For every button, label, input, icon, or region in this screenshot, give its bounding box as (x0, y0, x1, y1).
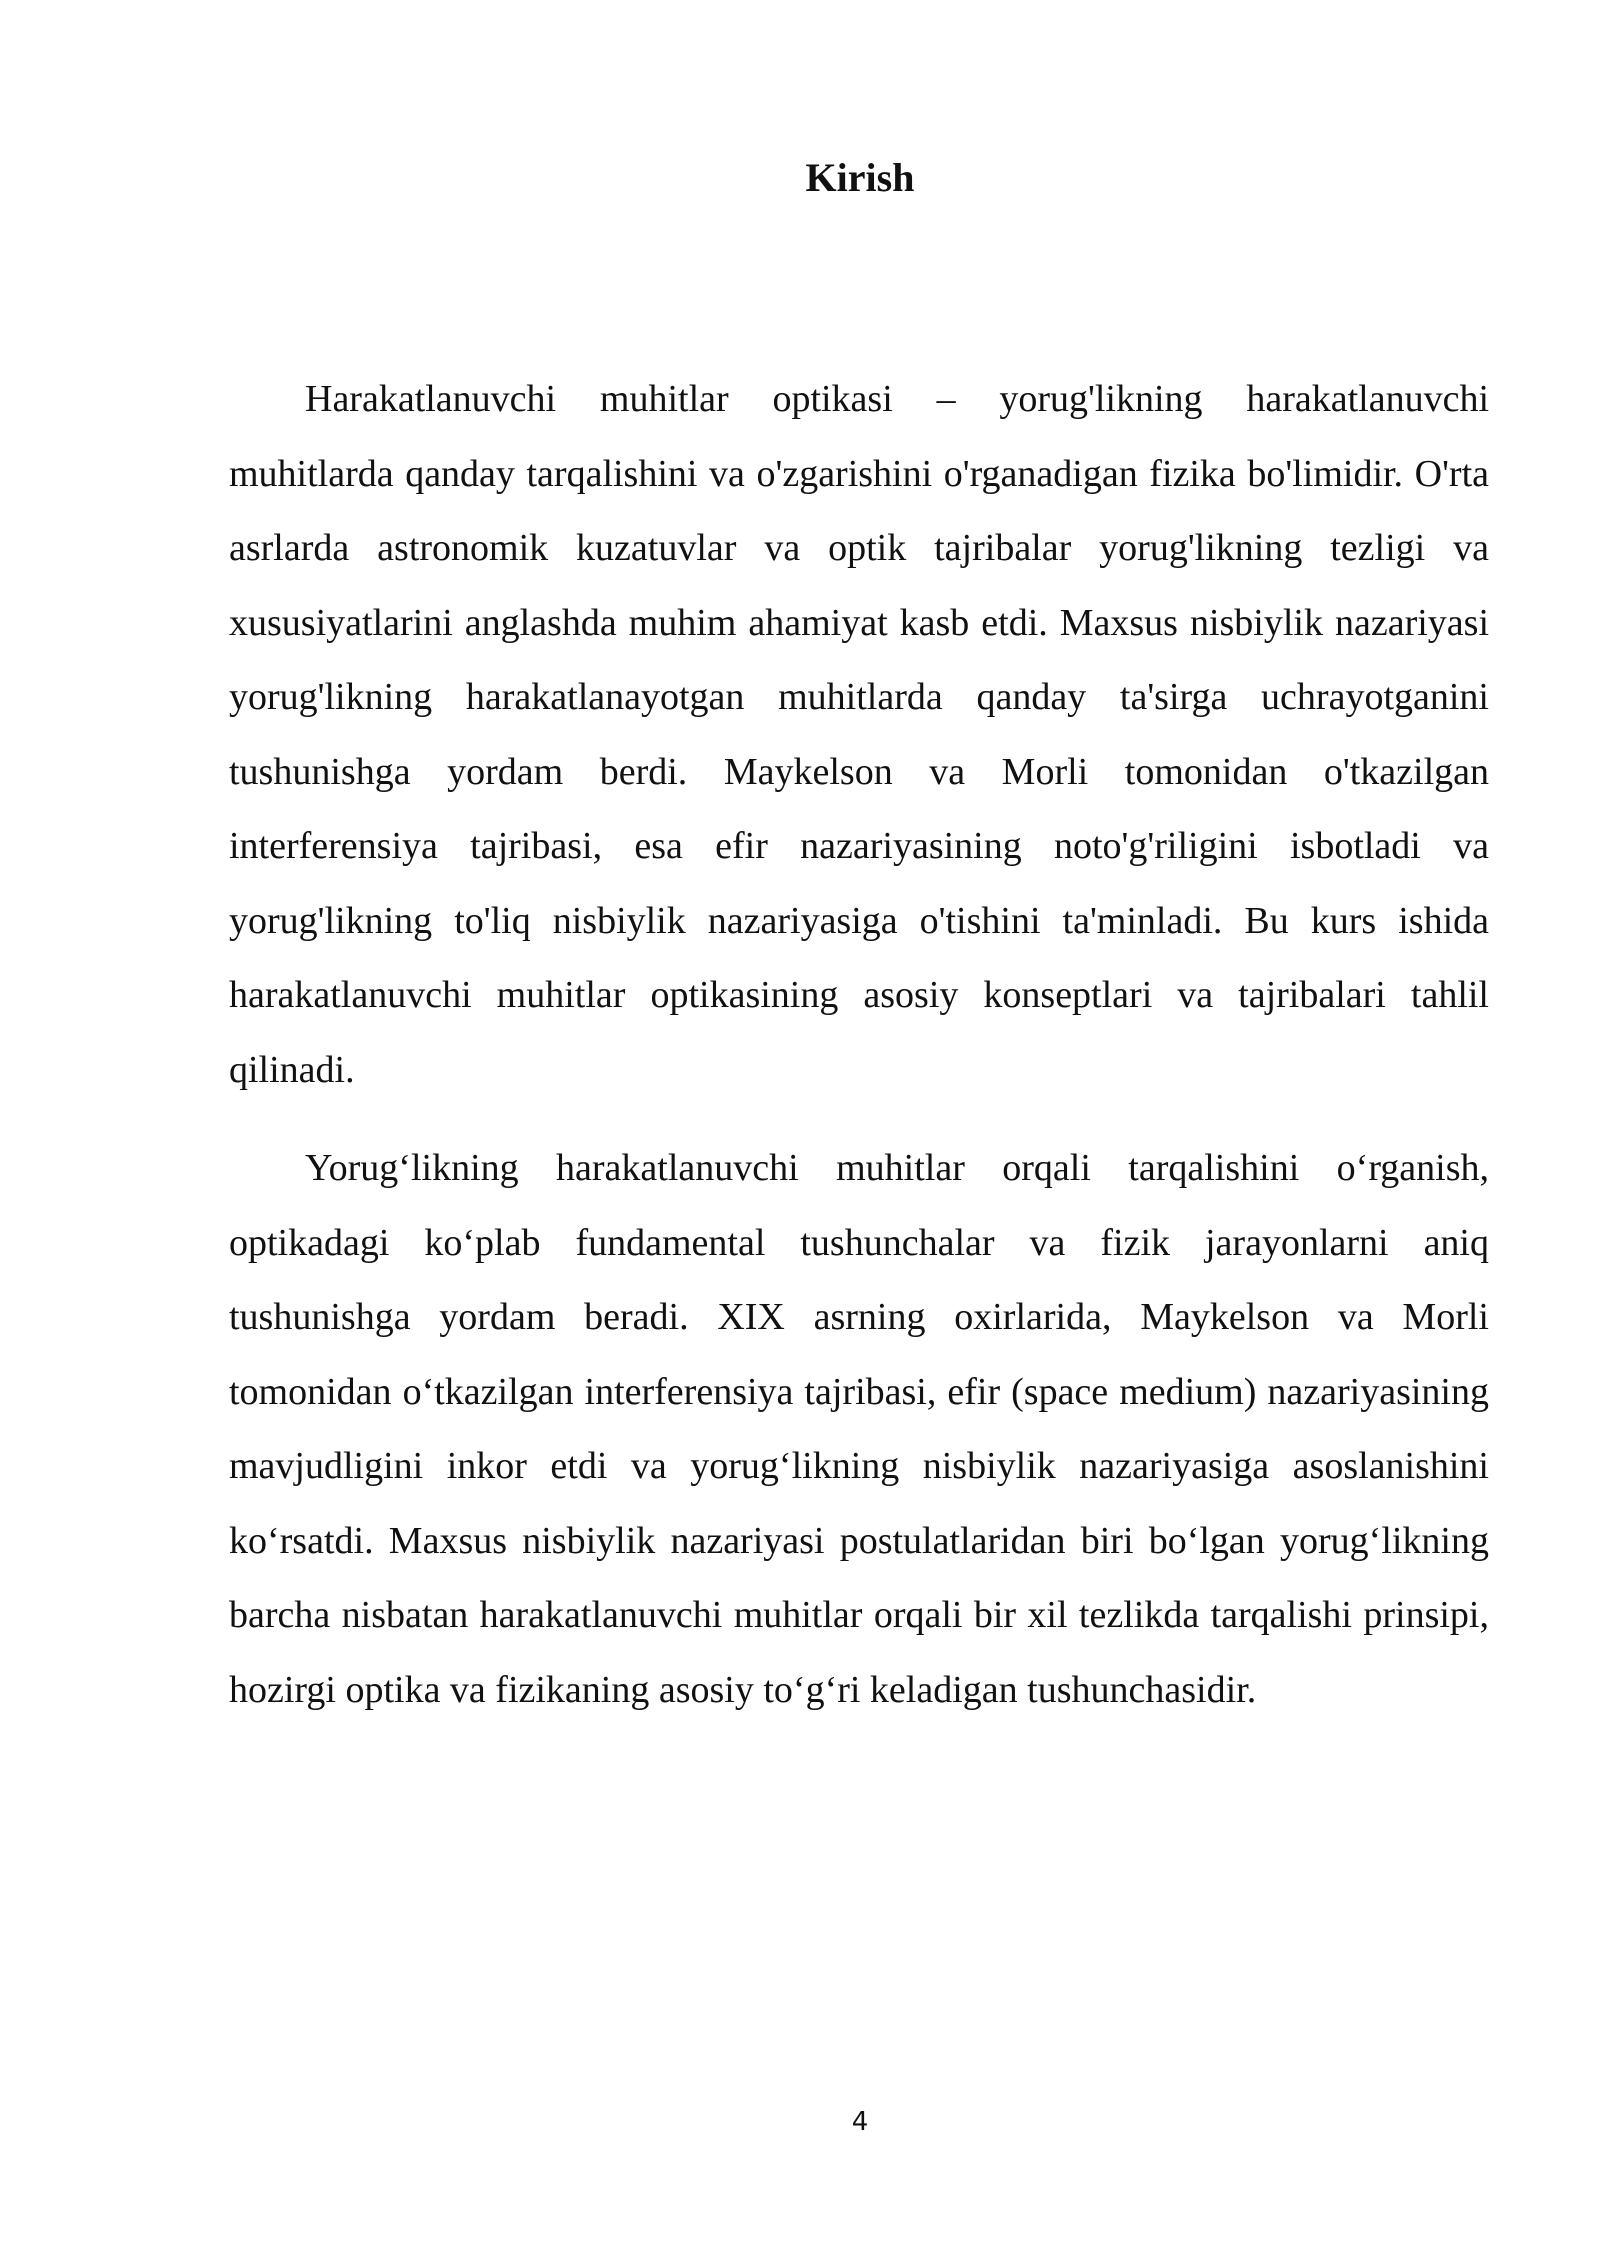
paragraph-1: Harakatlanuvchi muhitlar optikasi – yorug'likning harakatlanuvchi muhitlarda qanday tarqalishini va o'zgarishini o'rganadigan fizika bo'limidir. O'rta asrlarda astronomik kuzatuvlar va optik tajribalar yorug'likning tezligi va xususiyatlarini anglashda muhim ahamiyat kasb etdi. Maxsus nisbiylik nazariyasi yorug'likning harakatlanayotgan muhitlarda qanday ta'sirga uchrayotganini tushunishga yordam berdi. Maykelson va Morli tomonidan o'tkazilgan interferensiya tajribasi, esa efir nazariyasining noto'g'riligini isbotladi va yorug'likning to'liq nisbiylik nazariyasiga o'tishini ta'minladi. Bu kurs ishida harakatlanuvchi muhitlar optikasining asosiy konseptlari va tajribalari tahlil qilinadi. (229, 378, 1489, 1091)
page-title: Kirish (805, 155, 915, 200)
page-number: 4 (851, 2107, 869, 2137)
document-body (229, 362, 1489, 1751)
paragraph-2: Yorug‘likning harakatlanuvchi muhitlar orqali tarqalishini o‘rganish, optikadagi ko‘plab fundamental tushunchalar va fizik jarayonlarni aniq tushunishga yordam beradi. XIX asrning oxirlarida, Maykelson va Morli tomonidan o‘tkazilgan interferensiya tajribasi, efir (space medium) nazariyasining mavjudligini inkor etdi va yorug‘likning nisbiylik nazariyasiga asoslanishini ko‘rsatdi. Maxsus nisbiylik nazariyasi postulatlaridan biri bo‘lgan yorug‘likning barcha nisbatan harakatlanuvchi muhitlar orqali bir xil tezlikda tarqalishi prinsipi, hozirgi optika va fizikaning asosiy to‘g‘ri keladigan tushunchasidir. (229, 1147, 1489, 1711)
